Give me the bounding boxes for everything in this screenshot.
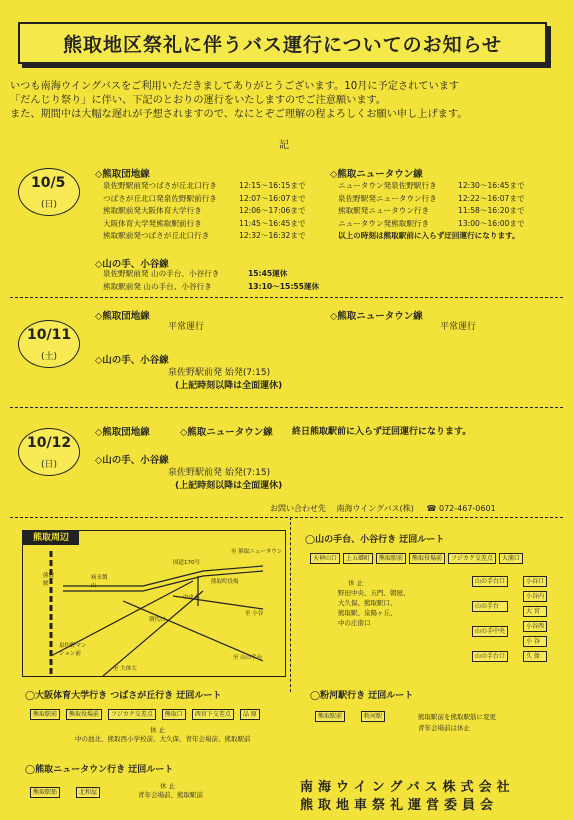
section-header: ◇熊取団地線 xyxy=(95,169,150,180)
kyushi-item: 大久保、熊取駅口、 xyxy=(338,599,397,607)
route-name: 泉佐野駅前発 山の手台、小谷行き xyxy=(103,269,220,278)
stop-label: 小 谷 xyxy=(523,636,547,647)
stop-label: 大浦口 xyxy=(499,553,523,564)
stop-label: フジカク交差点 xyxy=(448,553,496,564)
route-notes xyxy=(418,712,496,734)
section-header: ◇山の手、小谷線 xyxy=(95,259,169,270)
area-map xyxy=(22,530,286,677)
route-name: 泉佐野駅前発つばさが丘北口行き xyxy=(103,181,217,190)
stop-label: 熊取駅前 xyxy=(30,709,60,720)
contact-tel[interactable]: 072-467-0601 xyxy=(438,504,496,513)
schedule-list-left xyxy=(103,180,306,243)
route-time: 12:22〜16:07まで xyxy=(458,193,525,203)
stop-label: フジカク交差点 xyxy=(108,709,156,720)
kyushi-list xyxy=(338,588,410,628)
stop-label: 小谷西 xyxy=(523,621,547,632)
route-name: ニュータウン発泉佐野駅行き xyxy=(338,181,437,190)
stop-label: 山の手台口 xyxy=(472,576,508,587)
route-note: 青年会場前は休止 xyxy=(418,724,470,732)
divider xyxy=(10,517,563,518)
vertical-divider xyxy=(290,517,291,692)
contact-company: 南海ウイングバス(株) xyxy=(336,504,414,513)
route-top-stops xyxy=(310,553,523,564)
divider xyxy=(10,297,563,298)
stop-label: 久 保 xyxy=(523,651,547,662)
stop-label: 山の手中央 xyxy=(472,626,508,637)
route-time: 12:07〜16:07まで xyxy=(239,193,306,203)
route-title: ◯山の手台、小谷行き 迂回ルート xyxy=(305,535,445,545)
stop-label: 大 宮 xyxy=(523,606,547,617)
yama-start: 泉佐野駅前発 始発(7:15) xyxy=(168,468,271,478)
stop-label: 山の手台 xyxy=(472,601,508,612)
stop-label: 上五郷町 xyxy=(343,553,373,564)
route-time: 12:15〜16:15まで xyxy=(239,181,306,190)
yama-note: (上記時刻以降は全面運休) xyxy=(175,381,283,391)
stop-label: 小谷内 xyxy=(523,591,547,602)
route-title: ◯大阪体育大学行き つばさが丘行き 迂回ルート xyxy=(25,691,222,701)
route-title: ◯粉河駅行き 迂回ルート xyxy=(310,691,414,701)
day-of-week: (日) xyxy=(41,460,58,470)
map-label: 至 大体大 xyxy=(113,666,137,672)
date-label: 10/5 xyxy=(31,175,66,191)
title-text: 熊取地区祭礼に伴うバス運行についてのお知らせ xyxy=(62,33,503,56)
kyushi-label: 休 止 xyxy=(160,782,176,790)
route-time: 11:45〜16:45まで xyxy=(239,218,306,228)
section-header: ◇山の手、小谷線 xyxy=(95,455,169,466)
route-name: 熊取駅前発大阪体育大学行き xyxy=(103,206,202,215)
route-name: つばさが丘北口発泉佐野駅前行き xyxy=(103,193,217,203)
kyushi-item: 熊取駅、泉陽ヶ丘、 xyxy=(338,609,397,617)
map-label: 至 熊取ニュータウン xyxy=(231,549,283,555)
yama-note: (上記時刻以降は全面運休) xyxy=(175,481,283,491)
divider xyxy=(10,407,563,408)
route-stops xyxy=(315,711,385,722)
status-text: 平常運行 xyxy=(168,322,205,332)
stop-label: 熊取駅前 xyxy=(376,553,406,564)
route-name: 熊取駅発ニュータウン行き xyxy=(338,206,430,215)
stop-label: 粉河駅 xyxy=(361,711,385,722)
route-time: 13:00〜16:00まで xyxy=(458,218,525,228)
route-name: 大阪体育大学発熊取駅前行き xyxy=(103,218,202,228)
footer-committee: 熊取地車祭礼運営委員会 xyxy=(300,798,499,813)
status-text: 平常運行 xyxy=(440,322,477,332)
route-stops xyxy=(30,709,260,720)
contact-info xyxy=(270,503,496,516)
map-label: 至 小谷 xyxy=(245,611,264,617)
section-header: ◇熊取ニュータウン線 xyxy=(330,311,423,322)
contact-label: お問い合わせ先 xyxy=(270,504,326,513)
date-bubble-2 xyxy=(18,320,80,368)
route-name: 熊取駅前発つばさが丘北口行き xyxy=(103,231,210,240)
schedule-list-yama xyxy=(103,268,319,293)
detour-note: 以上の時刻は熊取駅前に入らず迂回運行になります。 xyxy=(338,231,520,240)
map-label: 泉佐野マンション前 xyxy=(59,643,87,657)
section-header: ◇熊取ニュータウン線 xyxy=(180,427,273,438)
kyushi-item: 中の庄南口 xyxy=(338,619,371,627)
stop-label: 小谷口 xyxy=(523,576,547,587)
stop-label: 山の手台口 xyxy=(472,651,508,662)
stop-label: 品 原 xyxy=(240,709,260,720)
route-col-right xyxy=(523,576,547,662)
route-time: 12:32〜16:32まで xyxy=(239,231,306,240)
date-bubble-1 xyxy=(18,168,80,216)
section-header: ◇熊取ニュータウン線 xyxy=(330,169,423,180)
route-name: 泉佐野駅発ニュータウン行き xyxy=(338,193,437,203)
kyushi-list: 中の池北、熊取西小学校前、大久保、青年会場前、熊取駅前 xyxy=(75,735,251,743)
route-note: 熊取駅前を熊取駅筋に変更 xyxy=(418,713,496,721)
schedule-list-right xyxy=(338,180,525,243)
map-label: 至 山の手台 xyxy=(233,655,263,661)
route-time: 12:06〜17:06まで xyxy=(239,206,306,215)
ki-label: 記 xyxy=(279,140,289,151)
route-col-left xyxy=(472,576,508,662)
date-label: 10/11 xyxy=(27,327,72,343)
route-name: ニュータウン発熊取駅行き xyxy=(338,218,430,228)
map-label: 病永製山 xyxy=(91,575,108,589)
map-label: 国道170号 xyxy=(173,560,200,566)
stop-label: 熊取駅前 xyxy=(315,711,345,722)
stop-label: 熊取役場前 xyxy=(66,709,102,720)
day-of-week: (日) xyxy=(41,200,58,210)
route-time: 15:45運休 xyxy=(248,269,288,278)
route-time: 11:58〜16:20まで xyxy=(458,206,525,215)
section-header: ◇熊取団地線 xyxy=(95,311,150,322)
route-title: ◯熊取ニュータウン行き 迂回ルート xyxy=(25,765,174,775)
intro-line: 「だんじり祭り」に伴い、下記のとおりの運行をいたしますのでご注意願います。 xyxy=(10,95,387,106)
map-title: 熊取周辺 xyxy=(23,531,79,545)
yama-start: 泉佐野駅前発 始発(7:15) xyxy=(168,368,271,378)
stop-label: 天神山口 xyxy=(310,553,340,564)
section-header: ◇熊取団地線 xyxy=(95,427,150,438)
stop-label: 北和屋 xyxy=(76,787,100,798)
intro-line: いつも南海ウイングバスをご利用いただきましてありがとうございます。10月に予定されています xyxy=(10,81,460,92)
route-time: 12:30〜16:45まで xyxy=(458,181,525,190)
route-stops xyxy=(30,787,100,798)
kyushi-label: 休 止 xyxy=(348,579,364,587)
page-title xyxy=(18,22,547,64)
date-bubble-3 xyxy=(18,428,80,476)
map-label: 朝代口 xyxy=(149,617,166,623)
stop-label: 西宮下交差点 xyxy=(192,709,234,720)
date-label: 10/12 xyxy=(27,435,72,451)
kyushi-list: 青年会場前、熊取駅前 xyxy=(138,791,203,799)
detour-note: 終日熊取駅前に入らず迂回運行になります。 xyxy=(292,427,472,437)
map-label: 熊取駅 xyxy=(43,573,55,587)
stop-label: 熊取駅筋 xyxy=(30,787,60,798)
day-of-week: (土) xyxy=(41,352,58,362)
kyushi-item: 野田中央、五門、朝屋、 xyxy=(338,589,410,597)
route-name: 熊取駅前発 山の手台、小谷行き xyxy=(103,281,212,291)
intro-text xyxy=(10,80,565,122)
map-label: 中央小 xyxy=(183,595,200,601)
route-time: 13:10〜15:55運休 xyxy=(248,281,320,291)
phone-icon: ☎ xyxy=(426,504,437,513)
footer-company: 南海ウイングバス株式会社 xyxy=(300,780,515,795)
stop-label: 熊取口 xyxy=(162,709,186,720)
stop-label: 熊取役場前 xyxy=(409,553,445,564)
section-header: ◇山の手、小谷線 xyxy=(95,355,169,366)
intro-line: また、期間中は大幅な遅れが予想されますので、なにとぞご理解の程よろしくお願い申し上げます。 xyxy=(10,109,468,120)
map-label: 熊取町役場 xyxy=(211,579,239,585)
kyushi-label: 休 止 xyxy=(150,726,166,734)
